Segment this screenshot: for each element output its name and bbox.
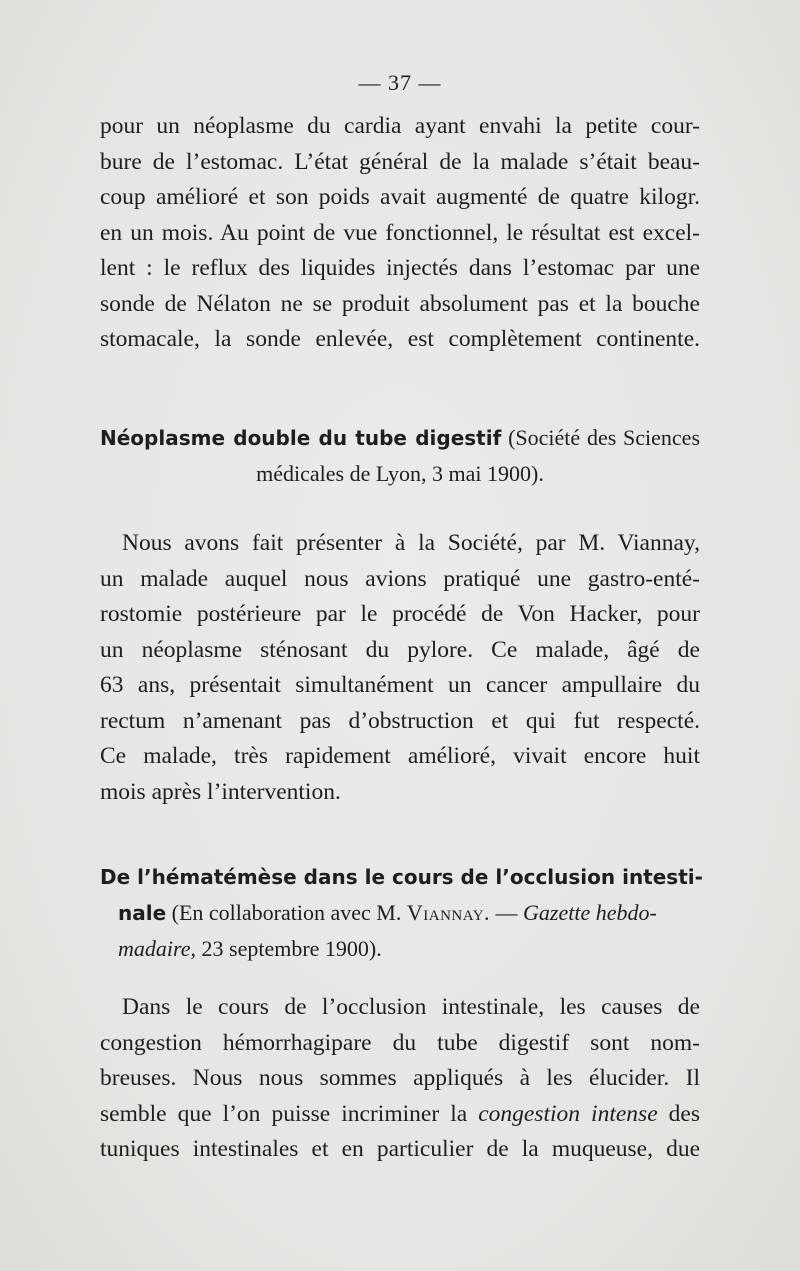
line-part: des: [668, 1100, 700, 1127]
paragraph-line: bure de l’estomac. L’état général de la malade s’était beau-: [100, 148, 700, 175]
paragraph-line: pour un néoplasme du cardia ayant envahi la petite cour-: [100, 113, 700, 139]
paragraph-line: [100, 1097, 700, 1133]
paragraph-line: congestion hémorrhagipare du tube digestif sont nom-: [100, 1029, 700, 1056]
heading-source: (Société des Sciences: [508, 425, 701, 450]
section-heading-2: [100, 860, 703, 966]
paragraph-3: [100, 990, 700, 1168]
heading-source-line: [100, 931, 700, 966]
paragraph-line: coup amélioré et son poids avait augmenté de quatre kilogr.: [100, 184, 700, 210]
heading-dash: —: [495, 900, 518, 925]
paragraph-line: Dans le cours de l’occlusion intestinale, les causes de: [122, 994, 700, 1020]
paragraph-line: rostomie postérieure par le procédé de Von Hacker, pour: [100, 601, 700, 627]
paragraph-2: [100, 526, 700, 810]
paragraph-line: en un mois. Au point de vue fonctionnel, le résultat est excel-: [100, 219, 700, 246]
paragraph-line: stomacale, la sonde enlevée, est complètement continente.: [100, 326, 700, 352]
paragraph-line: Nous avons fait présenter à la Société, par M. Viannay,: [122, 530, 700, 556]
paragraph-line: un malade auquel nous avions pratiqué une gastro-enté-: [100, 565, 700, 592]
paragraph-line: mois après l’intervention.: [100, 778, 341, 805]
heading-date: 23 septembre 1900).: [201, 936, 382, 961]
paragraph-line: sonde de Nélaton ne se produit absolument pas et la bouche: [100, 290, 700, 317]
heading-title: De l’hématémèse dans le cours de l’occlusion intesti-: [100, 865, 703, 889]
section-heading-1: [100, 420, 700, 491]
heading-source-line: médicales de Lyon, 3 mai 1900).: [256, 461, 544, 486]
paragraph-line: lent : le reflux des liquides injectés dans l’estomac par une: [100, 255, 700, 281]
paragraph-line: tuniques intestinales et en particulier de la muqueuse, due: [100, 1136, 700, 1162]
heading-title: Néoplasme double du tube digestif: [100, 426, 502, 450]
line-part: semble que l’on puisse incriminer la: [100, 1100, 468, 1127]
heading-journal-cont: madaire,: [118, 936, 197, 961]
paragraph-line: breuses. Nous nous sommes appliqués à les élucider. Il: [100, 1065, 700, 1091]
emphasis-text: congestion intense: [478, 1100, 658, 1127]
paragraph-1: [100, 109, 700, 358]
heading-collab-name: Viannay.: [406, 900, 491, 925]
paragraph-line: un néoplasme sténosant du pylore. Ce malade, âgé de: [100, 636, 700, 663]
paragraph-line: 63 ans, présentait simultanément un cancer ampullaire du: [100, 672, 700, 698]
page-number: — 37 —: [358, 70, 442, 95]
heading-collab: (En collaboration avec M.: [171, 900, 402, 925]
paragraph-line: Ce malade, très rapidement amélioré, vivait encore huit: [100, 743, 700, 769]
heading-line: [100, 420, 700, 456]
heading-source-line: [100, 895, 700, 931]
heading-journal: Gazette hebdo-: [523, 900, 657, 925]
heading-title-cont: nale: [118, 901, 167, 925]
paragraph-line: rectum n’amenant pas d’obstruction et qui fut respecté.: [100, 707, 700, 734]
